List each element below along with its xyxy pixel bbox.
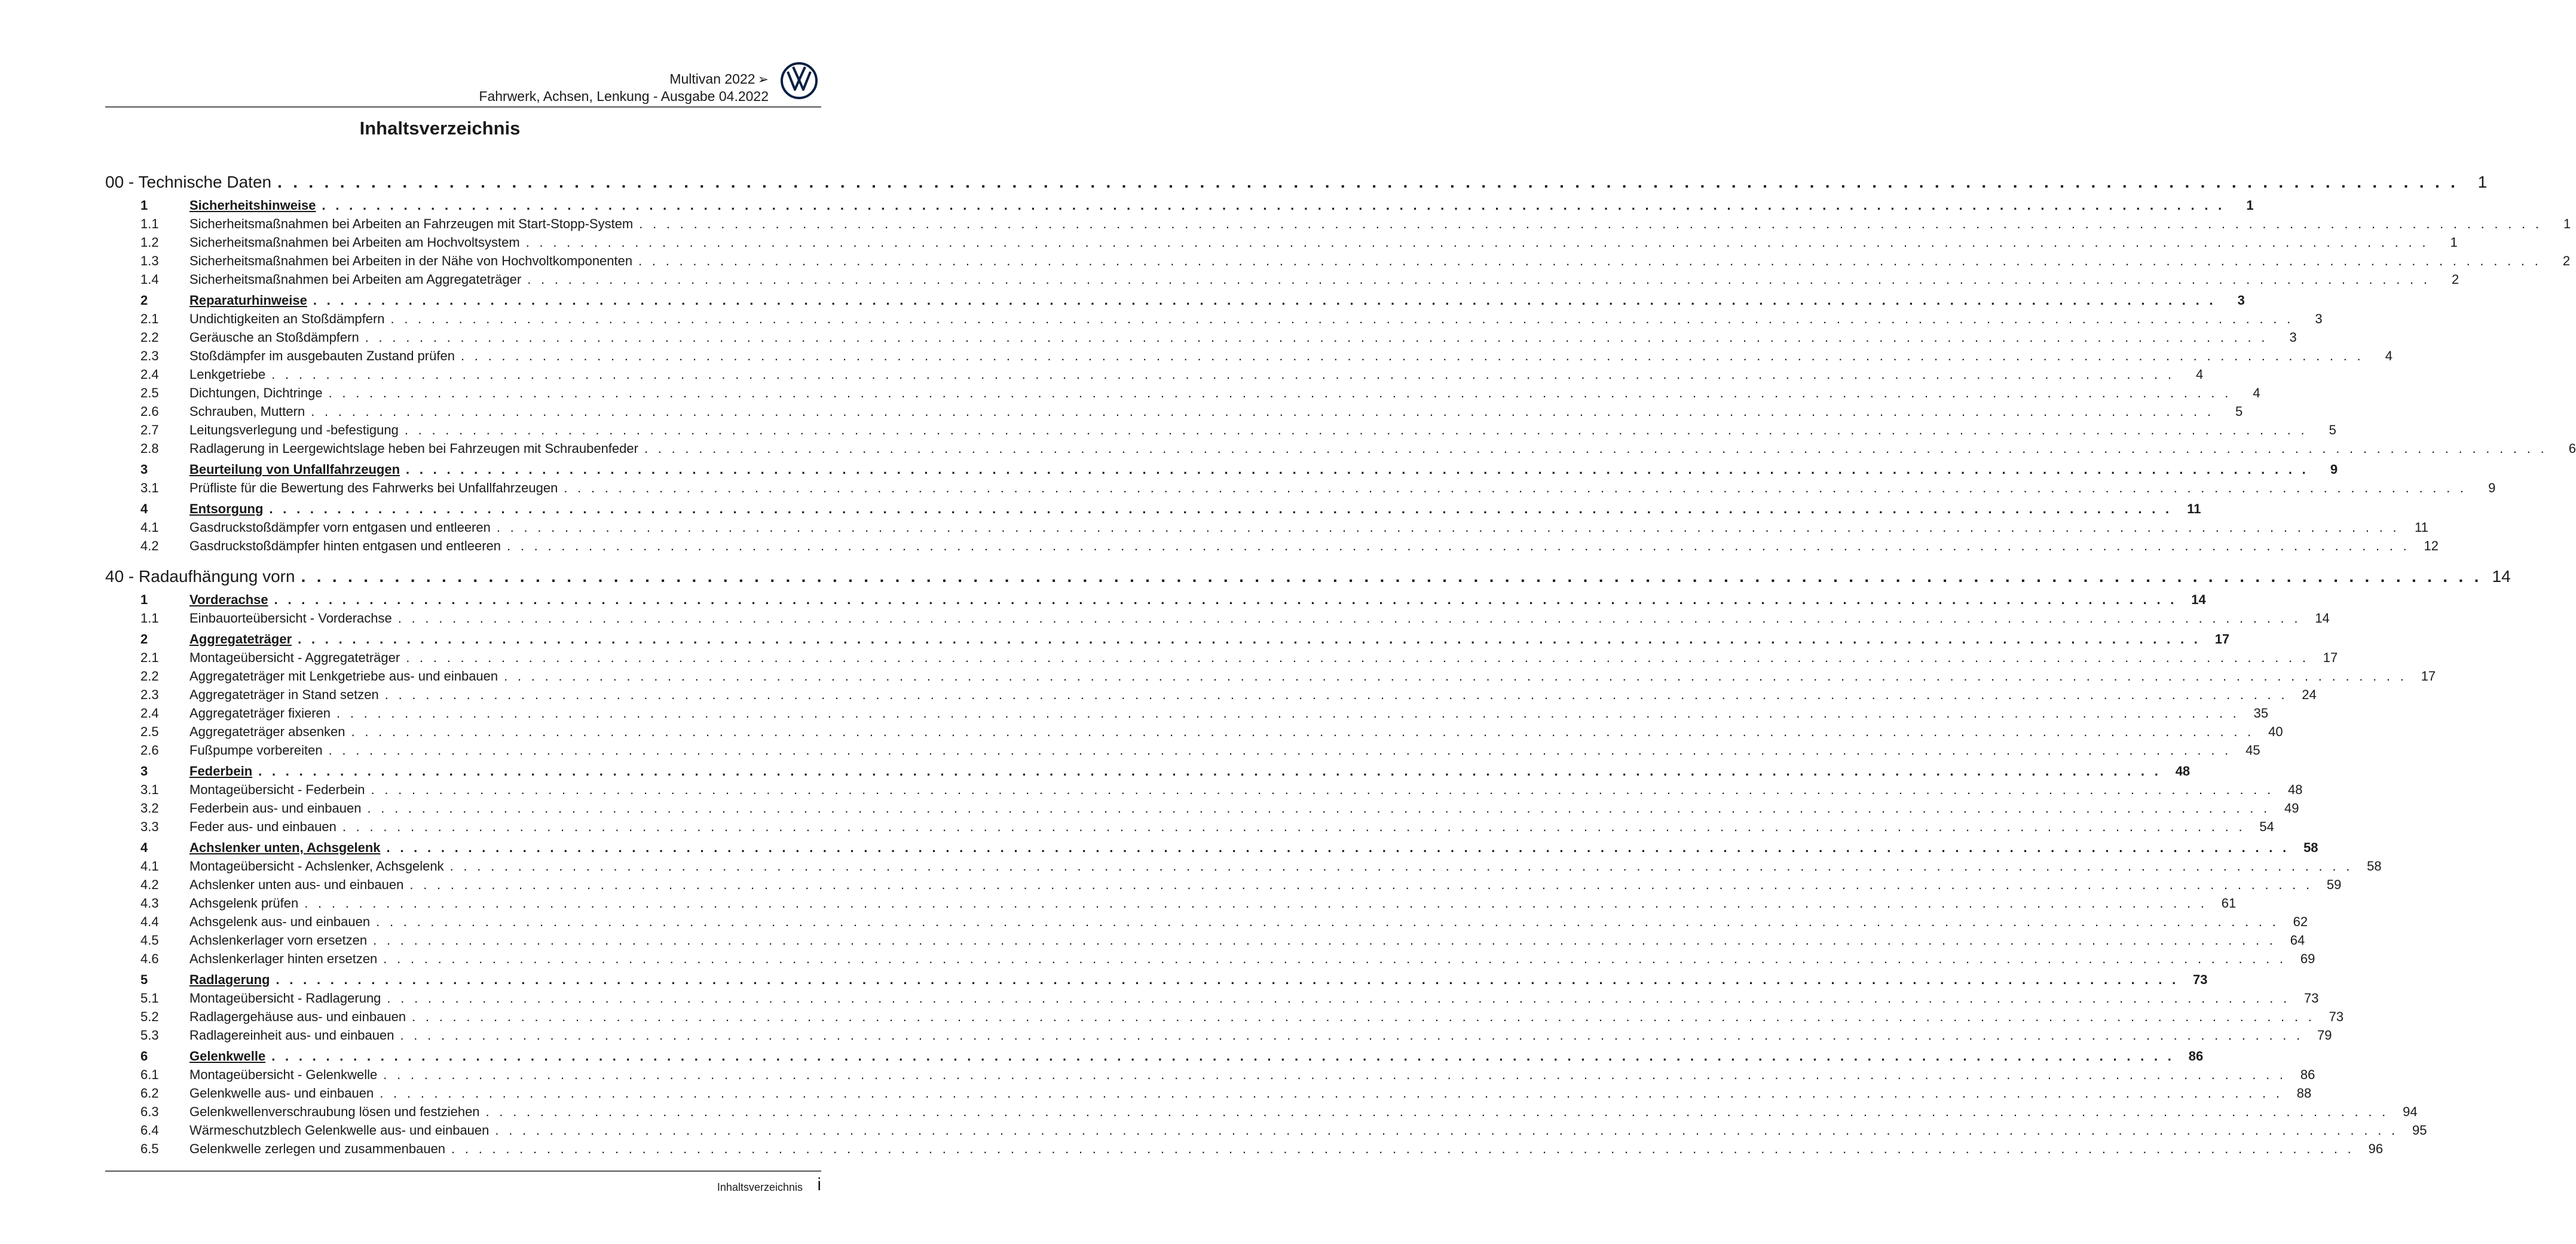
- toc-title: Aggregateträger mit Lenkgetriebe aus- und einbauen: [189, 669, 498, 684]
- toc-subsection[interactable]: [140, 272, 2459, 287]
- toc-leader-dots: . . . . . . . . . . . . . . . . . . . . . . . . . . . . . . . . . . . . . . . . . . . . . . . . . . . . . . . . . . . . . . . . . . . . . . . . . . . . . . . . . . . . . . . . . . . . . . . . . . . . . . . . . . . . . . . . . . . . . . . . . . . . . . . . . . . . . . . . . . . .: [406, 650, 2309, 665]
- toc-title: Achsgelenk aus- und einbauen: [189, 914, 371, 929]
- toc-title: Vorderachse: [189, 592, 268, 607]
- toc-number: 4: [140, 501, 148, 516]
- toc-chapter[interactable]: [105, 173, 2488, 192]
- toc-title: Federbein aus- und einbauen: [189, 801, 362, 816]
- toc-chapter[interactable]: [105, 567, 2511, 586]
- toc-title: 40 - Radaufhängung vorn: [105, 567, 295, 586]
- toc-subsection[interactable]: [140, 1009, 2344, 1025]
- toc-page-number: 35: [2253, 706, 2269, 721]
- toc-title: Radlagerung in Leergewichtslage heben bei Fahrzeugen mit Schraubenfeder: [189, 441, 638, 456]
- toc-title: Dichtungen, Dichtringe: [189, 385, 323, 400]
- toc-page-number: 3: [2315, 311, 2323, 326]
- toc-number: 1.3: [140, 253, 159, 268]
- vw-logo-icon: [780, 62, 818, 100]
- toc-number: 2.1: [140, 650, 159, 665]
- toc-leader-dots: . . . . . . . . . . . . . . . . . . . . . . . . . . . . . . . . . . . . . . . . . . . . . . . . . . . . . . . . . . . . . . . . . . . . . . . . . . . . . . . . . . . . . . . . . . . . . . . . . . . . . . . . . . . . . . . . . . . . . . . . . . . . . . . . . . . . . . . . . . . .: [495, 1123, 2398, 1138]
- toc-number: 5: [140, 972, 148, 987]
- toc-title: Radlagerung: [189, 972, 270, 987]
- toc-page-number: 17: [2323, 650, 2338, 665]
- toc-leader-dots: . . . . . . . . . . . . . . . . . . . . . . . . . . . . . . . . . . . . . . . . . . . . . . . . . . . . . . . . . . . . . . . . . . . . . . . . . . . . . . . . . . . . . . . . . . . . . . . . . . . . . . . . . . . . . . . . . . . . . . . . . . . . . . . . . . . . . . . . . . . .: [313, 293, 2216, 308]
- toc-number: 2.8: [140, 441, 159, 456]
- toc-leader-dots: . . . . . . . . . . . . . . . . . . . . . . . . . . . . . . . . . . . . . . . . . . . . . . . . . . . . . . . . . . . . . . . . . . . . . . . . . . . . . . . . . . . . . . . . . . . . . . . . . . . . . . . . . . . . . . . . . . . . . . . . . . . . . . . . . . . . . . . . . . . .: [371, 782, 2274, 797]
- toc-section[interactable]: [140, 198, 2254, 213]
- toc-leader-dots: . . . . . . . . . . . . . . . . . . . . . . . . . . . . . . . . . . . . . . . . . . . . . . . . . . . . . . . . . . . . . . . . . . . . . . . . . . . . . . . . . . . . . . . . . . . . . . . . . . . . . . . . . . . . . . . . . . . . . . . . . . . . . . . . . . . . . . . . . . . .: [397, 611, 2301, 626]
- toc-leader-dots: . . . . . . . . . . . . . . . . . . . . . . . . . . . . . . . . . . . . . . . . . . . . . . . . . . . . . . . . . . . . . . . . . . . . . . . . . . . . . . . . . . . . . . . . . . . . . . . . . . . . . . . . . . . . . . . . . . . . . . . . . . . . . . . . . . . . . . . . . . . .: [383, 951, 2287, 966]
- toc-leader-dots: . . . . . . . . . . . . . . . . . . . . . . . . . . . . . . . . . . . . . . . . . . . . . . . . . . . . . . . . . . . . . . . . . . . . . . . . . . . . . . . . . . . . . . . . . . . . . . . . . . . . . . . . . . . . . . . . . . . . . . . . . . . . . . . . . . . . . . . . . . . .: [277, 173, 2459, 191]
- toc-page-number: 86: [2188, 1049, 2204, 1064]
- toc-number: 2.3: [140, 687, 159, 702]
- toc-number: 4.1: [140, 859, 159, 874]
- toc-subsection[interactable]: [140, 782, 2303, 798]
- toc-number: 2.4: [140, 367, 159, 382]
- toc-leader-dots: . . . . . . . . . . . . . . . . . . . . . . . . . . . . . . . . . . . . . . . . . . . . . . . . . . . . . . . . . . . . . . . . . . . . . . . . . . . . . . . . . . . . . . . . . . . . . . . . . . . . . . . . . . . . . . . . . . . . . . . . . . . . . . . . . . . . . . . . . . . .: [328, 385, 2232, 400]
- toc-section[interactable]: [140, 501, 2201, 517]
- toc-title: Reparaturhinweise: [189, 293, 307, 308]
- toc-leader-dots: . . . . . . . . . . . . . . . . . . . . . . . . . . . . . . . . . . . . . . . . . . . . . . . . . . . . . . . . . . . . . . . . . . . . . . . . . . . . . . . . . . . . . . . . . . . . . . . . . . . . . . . . . . . . . . . . . . . . . . . . . . . . . . . . . . . . . . . . . . . .: [404, 422, 2308, 437]
- toc-leader-dots: . . . . . . . . . . . . . . . . . . . . . . . . . . . . . . . . . . . . . . . . . . . . . . . . . . . . . . . . . . . . . . . . . . . . . . . . . . . . . . . . . . . . . . . . . . . . . . . . . . . . . . . . . . . . . . . . . . . . . . . . . . . . . . . . . . . . . . . . . . . .: [386, 840, 2290, 855]
- toc-page-number: 49: [2284, 801, 2299, 816]
- toc-title: Undichtigkeiten an Stoßdämpfern: [189, 311, 385, 326]
- toc-leader-dots: . . . . . . . . . . . . . . . . . . . . . . . . . . . . . . . . . . . . . . . . . . . . . . . . . . . . . . . . . . . . . . . . . . . . . . . . . . . . . . . . . . . . . . . . . . . . . . . . . . . . . . . . . . . . . . . . . . . . . . . . . . . . . . . . . . . . . . . . . . . .: [271, 1049, 2175, 1064]
- toc-title: Prüfliste für die Bewertung des Fahrwerks bei Unfallfahrzeugen: [189, 480, 558, 495]
- toc-subsection[interactable]: [140, 1086, 2312, 1101]
- toc-subsection[interactable]: [140, 1067, 2315, 1083]
- toc-leader-dots: . . . . . . . . . . . . . . . . . . . . . . . . . . . . . . . . . . . . . . . . . . . . . . . . . . . . . . . . . . . . . . . . . . . . . . . . . . . . . . . . . . . . . . . . . . . . . . . . . . . . . . . . . . . . . . . . . . . . . . . . . . . . . . . . . . . . . . . . . . . .: [527, 272, 2431, 287]
- toc-subsection[interactable]: [140, 877, 2342, 893]
- toc-page-number: 2: [2562, 253, 2571, 268]
- toc-page-number: 11: [2187, 501, 2201, 516]
- toc-number: 1.2: [140, 235, 159, 250]
- toc-leader-dots: . . . . . . . . . . . . . . . . . . . . . . . . . . . . . . . . . . . . . . . . . . . . . . . . . . . . . . . . . . . . . . . . . . . . . . . . . . . . . . . . . . . . . . . . . . . . . . . . . . . . . . . . . . . . . . . . . . . . . . . . . . . . . . . . . . . . . . . . . . . .: [351, 724, 2254, 739]
- toc-title: Gelenkwelle aus- und einbauen: [189, 1086, 374, 1101]
- toc-leader-dots: . . . . . . . . . . . . . . . . . . . . . . . . . . . . . . . . . . . . . . . . . . . . . . . . . . . . . . . . . . . . . . . . . . . . . . . . . . . . . . . . . . . . . . . . . . . . . . . . . . . . . . . . . . . . . . . . . . . . . . . . . . . . . . . . . . . . . . . . . . . .: [504, 669, 2407, 684]
- toc-section[interactable]: [140, 840, 2318, 856]
- toc-page-number: 11: [2415, 520, 2428, 535]
- toc-page-number: 1: [2450, 235, 2458, 250]
- toc-number: 2.7: [140, 422, 159, 437]
- toc-subsection[interactable]: [140, 896, 2237, 911]
- toc-section[interactable]: [140, 972, 2208, 988]
- toc-page-number: 4: [2253, 385, 2260, 400]
- toc-leader-dots: . . . . . . . . . . . . . . . . . . . . . . . . . . . . . . . . . . . . . . . . . . . . . . . . . . . . . . . . . . . . . . . . . . . . . . . . . . . . . . . . . . . . . . . . . . . . . . . . . . . . . . . . . . . . . . . . . . . . . . . . . . . . . . . . . . . . . . . . . . . .: [301, 567, 2482, 586]
- toc-page-number: 14: [2492, 567, 2511, 586]
- toc-subsection[interactable]: [140, 650, 2338, 666]
- toc-subsection[interactable]: [140, 422, 2336, 438]
- toc-page-number: 54: [2259, 819, 2274, 834]
- footer-divider: [105, 1171, 821, 1172]
- toc-number: 2.3: [140, 348, 159, 363]
- toc-subsection[interactable]: [140, 253, 2571, 269]
- toc-subsection[interactable]: [140, 311, 2323, 327]
- toc-number: 6: [140, 1049, 148, 1064]
- toc-page-number: 64: [2290, 933, 2305, 948]
- toc-subsection[interactable]: [140, 348, 2393, 364]
- toc-leader-dots: . . . . . . . . . . . . . . . . . . . . . . . . . . . . . . . . . . . . . . . . . . . . . . . . . . . . . . . . . . . . . . . . . . . . . . . . . . . . . . . . . . . . . . . . . . . . . . . . . . . . . . . . . . . . . . . . . . . . . . . . . . . . . . . . . . . . . . . . . . . .: [276, 972, 2179, 987]
- toc-leader-dots: . . . . . . . . . . . . . . . . . . . . . . . . . . . . . . . . . . . . . . . . . . . . . . . . . . . . . . . . . . . . . . . . . . . . . . . . . . . . . . . . . . . . . . . . . . . . . . . . . . . . . . . . . . . . . . . . . . . . . . . . . . . . . . . . . . . . . . . . . . . .: [387, 991, 2290, 1006]
- toc-number: 4.1: [140, 520, 159, 535]
- toc-subsection[interactable]: [140, 330, 2297, 345]
- toc-leader-dots: . . . . . . . . . . . . . . . . . . . . . . . . . . . . . . . . . . . . . . . . . . . . . . . . . . . . . . . . . . . . . . . . . . . . . . . . . . . . . . . . . . . . . . . . . . . . . . . . . . . . . . . . . . . . . . . . . . . . . . . . . . . . . . . . . . . . . . . . . . . .: [507, 538, 2410, 553]
- toc-leader-dots: . . . . . . . . . . . . . . . . . . . . . . . . . . . . . . . . . . . . . . . . . . . . . . . . . . . . . . . . . . . . . . . . . . . . . . . . . . . . . . . . . . . . . . . . . . . . . . . . . . . . . . . . . . . . . . . . . . . . . . . . . . . . . . . . . . . . . . . . . . . .: [367, 801, 2271, 816]
- toc-page-number: 24: [2302, 687, 2317, 702]
- toc-page-number: 9: [2330, 462, 2338, 477]
- toc-title: Sicherheitsmaßnahmen bei Arbeiten in der Nähe von Hochvoltkomponenten: [189, 253, 633, 268]
- toc-page-number: 73: [2303, 991, 2319, 1006]
- toc-page-number: 1: [2563, 216, 2571, 231]
- toc-number: 2.6: [140, 404, 159, 419]
- toc-title: Leitungsverlegung und -befestigung: [189, 422, 399, 437]
- toc-leader-dots: . . . . . . . . . . . . . . . . . . . . . . . . . . . . . . . . . . . . . . . . . . . . . . . . . . . . . . . . . . . . . . . . . . . . . . . . . . . . . . . . . . . . . . . . . . . . . . . . . . . . . . . . . . . . . . . . . . . . . . . . . . . . . . . . . . . . . . . . . . . .: [460, 348, 2364, 363]
- toc-leader-dots: . . . . . . . . . . . . . . . . . . . . . . . . . . . . . . . . . . . . . . . . . . . . . . . . . . . . . . . . . . . . . . . . . . . . . . . . . . . . . . . . . . . . . . . . . . . . . . . . . . . . . . . . . . . . . . . . . . . . . . . . . . . . . . . . . . . . . . . . . . . .: [342, 819, 2245, 834]
- toc-leader-dots: . . . . . . . . . . . . . . . . . . . . . . . . . . . . . . . . . . . . . . . . . . . . . . . . . . . . . . . . . . . . . . . . . . . . . . . . . . . . . . . . . . . . . . . . . . . . . . . . . . . . . . . . . . . . . . . . . . . . . . . . . . . . . . . . . . . . . . . . . . . .: [384, 687, 2288, 702]
- toc-page-number: 79: [2317, 1028, 2332, 1043]
- toc-title: Gasdruckstoßdämpfer vorn entgasen und entleeren: [189, 520, 491, 535]
- toc-subsection[interactable]: [140, 706, 2269, 721]
- toc-title: Gelenkwellenverschraubung lösen und festziehen: [189, 1104, 480, 1119]
- toc-subsection[interactable]: [140, 611, 2330, 626]
- toc-page-number: 2: [2452, 272, 2459, 287]
- toc-page-number: 48: [2175, 764, 2190, 779]
- toc-page-number: 40: [2268, 724, 2283, 739]
- toc-number: 5.3: [140, 1028, 159, 1043]
- toc-page-number: 3: [2289, 330, 2297, 345]
- toc-page-number: 14: [2315, 611, 2330, 626]
- toc-page-number: 58: [2367, 859, 2382, 874]
- toc-page-number: 45: [2245, 743, 2260, 758]
- toc-page-number: 86: [2300, 1067, 2315, 1082]
- toc-subsection[interactable]: [140, 441, 2576, 456]
- toc-number: 3.3: [140, 819, 159, 834]
- toc-page-number: 5: [2329, 422, 2336, 437]
- toc-page-number: 17: [2214, 632, 2230, 646]
- toc-number: 2.5: [140, 724, 159, 739]
- toc-page-number: 73: [2329, 1009, 2344, 1024]
- toc-number: 4.2: [140, 877, 159, 892]
- page-title: Inhaltsverzeichnis: [359, 118, 521, 139]
- toc-title: Achslenker unten aus- und einbauen: [189, 877, 404, 892]
- toc-leader-dots: . . . . . . . . . . . . . . . . . . . . . . . . . . . . . . . . . . . . . . . . . . . . . . . . . . . . . . . . . . . . . . . . . . . . . . . . . . . . . . . . . . . . . . . . . . . . . . . . . . . . . . . . . . . . . . . . . . . . . . . . . . . . . . . . . . . . . . . . . . . .: [644, 441, 2547, 456]
- toc-number: 2: [140, 293, 148, 308]
- toc-title: Achsgelenk prüfen: [189, 896, 299, 911]
- toc-number: 2.2: [140, 669, 159, 684]
- toc-number: 6.5: [140, 1141, 159, 1156]
- toc-page-number: 94: [2403, 1104, 2418, 1119]
- toc-page-number: 1: [2477, 173, 2488, 191]
- toc-leader-dots: . . . . . . . . . . . . . . . . . . . . . . . . . . . . . . . . . . . . . . . . . . . . . . . . . . . . . . . . . . . . . . . . . . . . . . . . . . . . . . . . . . . . . . . . . . . . . . . . . . . . . . . . . . . . . . . . . . . . . . . . . . . . . . . . . . . . . . . . . . . .: [258, 764, 2162, 779]
- toc-number: 3: [140, 764, 148, 779]
- toc-page-number: 62: [2293, 914, 2308, 929]
- toc-number: 1.1: [140, 216, 159, 231]
- toc-page-number: 88: [2296, 1086, 2312, 1101]
- toc-leader-dots: . . . . . . . . . . . . . . . . . . . . . . . . . . . . . . . . . . . . . . . . . . . . . . . . . . . . . . . . . . . . . . . . . . . . . . . . . . . . . . . . . . . . . . . . . . . . . . . . . . . . . . . . . . . . . . . . . . . . . . . . . . . . . . . . . . . . . . . . . . . .: [409, 877, 2313, 892]
- toc-title: Montageübersicht - Achslenker, Achsgelenk: [189, 859, 444, 874]
- header-model-text: Multivan 2022: [669, 71, 755, 87]
- toc-title: Radlagereinheit aus- und einbauen: [189, 1028, 394, 1043]
- toc-leader-dots: . . . . . . . . . . . . . . . . . . . . . . . . . . . . . . . . . . . . . . . . . . . . . . . . . . . . . . . . . . . . . . . . . . . . . . . . . . . . . . . . . . . . . . . . . . . . . . . . . . . . . . . . . . . . . . . . . . . . . . . . . . . . . . . . . . . . . . . . . . . .: [269, 501, 2173, 516]
- toc-number: 4.2: [140, 538, 159, 553]
- toc-number: 2: [140, 632, 148, 646]
- toc-title: Feder aus- und einbauen: [189, 819, 336, 834]
- toc-section[interactable]: [140, 764, 2190, 779]
- toc-leader-dots: . . . . . . . . . . . . . . . . . . . . . . . . . . . . . . . . . . . . . . . . . . . . . . . . . . . . . . . . . . . . . . . . . . . . . . . . . . . . . . . . . . . . . . . . . . . . . . . . . . . . . . . . . . . . . . . . . . . . . . . . . . . . . . . . . . . . . . . . . . . .: [304, 896, 2208, 911]
- arrow-icon: ➢: [757, 72, 769, 87]
- toc-subsection[interactable]: [140, 687, 2317, 703]
- toc-number: 3.2: [140, 801, 159, 816]
- toc-title: Fußpumpe vorbereiten: [189, 743, 323, 758]
- toc-number: 2.1: [140, 311, 159, 326]
- toc-leader-dots: . . . . . . . . . . . . . . . . . . . . . . . . . . . . . . . . . . . . . . . . . . . . . . . . . . . . . . . . . . . . . . . . . . . . . . . . . . . . . . . . . . . . . . . . . . . . . . . . . . . . . . . . . . . . . . . . . . . . . . . . . . . . . . . . . . . . . . . . . . . .: [390, 311, 2294, 326]
- toc-title: Montageübersicht - Federbein: [189, 782, 365, 797]
- toc-title: Aggregateträger in Stand setzen: [189, 687, 379, 702]
- toc-number: 4.6: [140, 951, 159, 966]
- toc-number: 2.4: [140, 706, 159, 721]
- toc-subsection[interactable]: [140, 724, 2283, 740]
- toc-leader-dots: . . . . . . . . . . . . . . . . . . . . . . . . . . . . . . . . . . . . . . . . . . . . . . . . . . . . . . . . . . . . . . . . . . . . . . . . . . . . . . . . . . . . . . . . . . . . . . . . . . . . . . . . . . . . . . . . . . . . . . . . . . . . . . . . . . . . . . . . . . . .: [365, 330, 2268, 345]
- toc-title: Lenkgetriebe: [189, 367, 266, 382]
- toc-number: 2.2: [140, 330, 159, 345]
- toc-number: 4.5: [140, 933, 159, 948]
- toc-leader-dots: . . . . . . . . . . . . . . . . . . . . . . . . . . . . . . . . . . . . . . . . . . . . . . . . . . . . . . . . . . . . . . . . . . . . . . . . . . . . . . . . . . . . . . . . . . . . . . . . . . . . . . . . . . . . . . . . . . . . . . . . . . . . . . . . . . . . . . . . . . . .: [380, 1086, 2283, 1101]
- toc-subsection[interactable]: [140, 480, 2496, 496]
- toc-leader-dots: . . . . . . . . . . . . . . . . . . . . . . . . . . . . . . . . . . . . . . . . . . . . . . . . . . . . . . . . . . . . . . . . . . . . . . . . . . . . . . . . . . . . . . . . . . . . . . . . . . . . . . . . . . . . . . . . . . . . . . . . . . . . . . . . . . . . . . . . . . . .: [322, 198, 2225, 213]
- toc-subsection[interactable]: [140, 933, 2305, 948]
- toc-title: Entsorgung: [189, 501, 264, 516]
- toc-title: Achslenkerlager hinten ersetzen: [189, 951, 378, 966]
- toc-subsection[interactable]: [140, 859, 2382, 874]
- toc-page-number: 3: [2237, 293, 2245, 308]
- toc-section[interactable]: [140, 592, 2206, 608]
- toc-number: 1: [140, 198, 148, 213]
- footer-label: Inhaltsverzeichnis: [717, 1181, 803, 1193]
- toc-number: 5.1: [140, 991, 159, 1006]
- toc-title: Achslenker unten, Achsgelenk: [189, 840, 381, 855]
- toc-title: Sicherheitshinweise: [189, 198, 316, 213]
- toc-title: Radlagergehäuse aus- und einbauen: [189, 1009, 406, 1024]
- toc-subsection[interactable]: [140, 1123, 2427, 1138]
- toc-leader-dots: . . . . . . . . . . . . . . . . . . . . . . . . . . . . . . . . . . . . . . . . . . . . . . . . . . . . . . . . . . . . . . . . . . . . . . . . . . . . . . . . . . . . . . . . . . . . . . . . . . . . . . . . . . . . . . . . . . . . . . . . . . . . . . . . . . . . . . . . . . . .: [485, 1104, 2389, 1119]
- footer-page-number: i: [817, 1175, 821, 1194]
- toc-leader-dots: . . . . . . . . . . . . . . . . . . . . . . . . . . . . . . . . . . . . . . . . . . . . . . . . . . . . . . . . . . . . . . . . . . . . . . . . . . . . . . . . . . . . . . . . . . . . . . . . . . . . . . . . . . . . . . . . . . . . . . . . . . . . . . . . . . . . . . . . . . . .: [298, 632, 2201, 646]
- toc-subsection[interactable]: [140, 669, 2436, 684]
- toc-subsection[interactable]: [140, 951, 2315, 967]
- toc-leader-dots: . . . . . . . . . . . . . . . . . . . . . . . . . . . . . . . . . . . . . . . . . . . . . . . . . . . . . . . . . . . . . . . . . . . . . . . . . . . . . . . . . . . . . . . . . . . . . . . . . . . . . . . . . . . . . . . . . . . . . . . . . . . . . . . . . . . . . . . . . . . .: [373, 933, 2277, 948]
- toc-page-number: 59: [2326, 877, 2342, 892]
- toc-page-number: 58: [2303, 840, 2318, 855]
- toc-leader-dots: . . . . . . . . . . . . . . . . . . . . . . . . . . . . . . . . . . . . . . . . . . . . . . . . . . . . . . . . . . . . . . . . . . . . . . . . . . . . . . . . . . . . . . . . . . . . . . . . . . . . . . . . . . . . . . . . . . . . . . . . . . . . . . . . . . . . . . . . . . . .: [400, 1028, 2303, 1043]
- toc-subsection[interactable]: [140, 367, 2204, 382]
- toc-leader-dots: . . . . . . . . . . . . . . . . . . . . . . . . . . . . . . . . . . . . . . . . . . . . . . . . . . . . . . . . . . . . . . . . . . . . . . . . . . . . . . . . . . . . . . . . . . . . . . . . . . . . . . . . . . . . . . . . . . . . . . . . . . . . . . . . . . . . . . . . . . . .: [383, 1067, 2287, 1082]
- toc-subsection[interactable]: [140, 819, 2274, 835]
- toc-subsection[interactable]: [140, 1028, 2332, 1043]
- toc-number: 6.1: [140, 1067, 159, 1082]
- header-model: [669, 71, 769, 87]
- toc-number: 6.4: [140, 1123, 159, 1138]
- toc-title: Aggregateträger: [189, 632, 292, 646]
- toc-section[interactable]: [140, 293, 2245, 308]
- toc-number: 6.2: [140, 1086, 159, 1101]
- toc-number: 4.4: [140, 914, 159, 929]
- toc-page-number: 95: [2412, 1123, 2427, 1138]
- header-divider: [105, 106, 821, 108]
- toc-leader-dots: . . . . . . . . . . . . . . . . . . . . . . . . . . . . . . . . . . . . . . . . . . . . . . . . . . . . . . . . . . . . . . . . . . . . . . . . . . . . . . . . . . . . . . . . . . . . . . . . . . . . . . . . . . . . . . . . . . . . . . . . . . . . . . . . . . . . . . . . . . . .: [639, 216, 2543, 231]
- toc-title: Sicherheitsmaßnahmen bei Arbeiten an Fahrzeugen mit Start-Stopp-System: [189, 216, 634, 231]
- toc-title: Beurteilung von Unfallfahrzeugen: [189, 462, 400, 477]
- toc-section[interactable]: [140, 632, 2230, 647]
- toc-subsection[interactable]: [140, 520, 2428, 535]
- toc-page-number: 17: [2421, 669, 2436, 684]
- page-header: [105, 70, 821, 108]
- toc-title: Gelenkwelle: [189, 1049, 266, 1064]
- toc-subsection[interactable]: [140, 216, 2571, 232]
- toc-subsection[interactable]: [140, 1104, 2418, 1120]
- toc-leader-dots: . . . . . . . . . . . . . . . . . . . . . . . . . . . . . . . . . . . . . . . . . . . . . . . . . . . . . . . . . . . . . . . . . . . . . . . . . . . . . . . . . . . . . . . . . . . . . . . . . . . . . . . . . . . . . . . . . . . . . . . . . . . . . . . . . . . . . . . . . . . .: [406, 462, 2309, 477]
- toc-page-number: 96: [2368, 1141, 2384, 1156]
- toc-title: Gasdruckstoßdämpfer hinten entgasen und entleeren: [189, 538, 501, 553]
- toc-page-number: 4: [2385, 348, 2393, 363]
- toc-leader-dots: . . . . . . . . . . . . . . . . . . . . . . . . . . . . . . . . . . . . . . . . . . . . . . . . . . . . . . . . . . . . . . . . . . . . . . . . . . . . . . . . . . . . . . . . . . . . . . . . . . . . . . . . . . . . . . . . . . . . . . . . . . . . . . . . . . . . . . . . . . . .: [412, 1009, 2315, 1024]
- toc-leader-dots: . . . . . . . . . . . . . . . . . . . . . . . . . . . . . . . . . . . . . . . . . . . . . . . . . . . . . . . . . . . . . . . . . . . . . . . . . . . . . . . . . . . . . . . . . . . . . . . . . . . . . . . . . . . . . . . . . . . . . . . . . . . . . . . . . . . . . . . . . . . .: [525, 235, 2429, 250]
- toc-subsection[interactable]: [140, 801, 2299, 816]
- toc-number: 1.1: [140, 611, 159, 626]
- toc-page-number: 48: [2288, 782, 2303, 797]
- toc-section[interactable]: [140, 1049, 2204, 1064]
- toc-title: Montageübersicht - Gelenkwelle: [189, 1067, 378, 1082]
- toc-number: 3.1: [140, 782, 159, 797]
- toc-number: 3: [140, 462, 148, 477]
- toc-leader-dots: . . . . . . . . . . . . . . . . . . . . . . . . . . . . . . . . . . . . . . . . . . . . . . . . . . . . . . . . . . . . . . . . . . . . . . . . . . . . . . . . . . . . . . . . . . . . . . . . . . . . . . . . . . . . . . . . . . . . . . . . . . . . . . . . . . . . . . . . . . . .: [449, 859, 2353, 874]
- toc-title: Achslenkerlager vorn ersetzen: [189, 933, 368, 948]
- toc-section[interactable]: [140, 462, 2338, 477]
- toc-title: Montageübersicht - Aggregateträger: [189, 650, 400, 665]
- toc-title: Federbein: [189, 764, 253, 779]
- toc-page-number: 9: [2488, 480, 2496, 495]
- toc-number: 1.4: [140, 272, 159, 287]
- toc-number: 6.3: [140, 1104, 159, 1119]
- toc-title: Geräusche an Stoßdämpfern: [189, 330, 359, 345]
- toc-title: Sicherheitsmaßnahmen bei Arbeiten am Aggregateträger: [189, 272, 522, 287]
- toc-title: Wärmeschutzblech Gelenkwelle aus- und einbauen: [189, 1123, 489, 1138]
- toc-page-number: 5: [2235, 404, 2243, 419]
- toc-leader-dots: . . . . . . . . . . . . . . . . . . . . . . . . . . . . . . . . . . . . . . . . . . . . . . . . . . . . . . . . . . . . . . . . . . . . . . . . . . . . . . . . . . . . . . . . . . . . . . . . . . . . . . . . . . . . . . . . . . . . . . . . . . . . . . . . . . . . . . . . . . . .: [496, 520, 2400, 535]
- toc-page-number: 6: [2568, 441, 2576, 456]
- toc-leader-dots: . . . . . . . . . . . . . . . . . . . . . . . . . . . . . . . . . . . . . . . . . . . . . . . . . . . . . . . . . . . . . . . . . . . . . . . . . . . . . . . . . . . . . . . . . . . . . . . . . . . . . . . . . . . . . . . . . . . . . . . . . . . . . . . . . . . . . . . . . . . .: [274, 592, 2177, 607]
- toc-title: Sicherheitsmaßnahmen bei Arbeiten am Hochvoltsystem: [189, 235, 520, 250]
- toc-number: 3.1: [140, 480, 159, 495]
- toc-page-number: 4: [2196, 367, 2204, 382]
- toc-title: Aggregateträger absenken: [189, 724, 345, 739]
- toc-subsection[interactable]: [140, 914, 2308, 930]
- toc-number: 4.3: [140, 896, 159, 911]
- toc-subsection[interactable]: [140, 538, 2439, 554]
- toc-page-number: 69: [2300, 951, 2315, 966]
- toc-title: Montageübersicht - Radlagerung: [189, 991, 381, 1006]
- toc-page-number: 73: [2193, 972, 2208, 987]
- toc-subsection[interactable]: [140, 235, 2458, 250]
- toc-subsection[interactable]: [140, 1141, 2384, 1157]
- toc-number: 4: [140, 840, 148, 855]
- toc-leader-dots: . . . . . . . . . . . . . . . . . . . . . . . . . . . . . . . . . . . . . . . . . . . . . . . . . . . . . . . . . . . . . . . . . . . . . . . . . . . . . . . . . . . . . . . . . . . . . . . . . . . . . . . . . . . . . . . . . . . . . . . . . . . . . . . . . . . . . . . . . . . .: [328, 743, 2232, 758]
- toc-leader-dots: . . . . . . . . . . . . . . . . . . . . . . . . . . . . . . . . . . . . . . . . . . . . . . . . . . . . . . . . . . . . . . . . . . . . . . . . . . . . . . . . . . . . . . . . . . . . . . . . . . . . . . . . . . . . . . . . . . . . . . . . . . . . . . . . . . . . . . . . . . . .: [451, 1141, 2355, 1156]
- toc-leader-dots: . . . . . . . . . . . . . . . . . . . . . . . . . . . . . . . . . . . . . . . . . . . . . . . . . . . . . . . . . . . . . . . . . . . . . . . . . . . . . . . . . . . . . . . . . . . . . . . . . . . . . . . . . . . . . . . . . . . . . . . . . . . . . . . . . . . . . . . . . . . .: [564, 480, 2467, 495]
- toc-title: 00 - Technische Daten: [105, 173, 272, 191]
- toc-leader-dots: . . . . . . . . . . . . . . . . . . . . . . . . . . . . . . . . . . . . . . . . . . . . . . . . . . . . . . . . . . . . . . . . . . . . . . . . . . . . . . . . . . . . . . . . . . . . . . . . . . . . . . . . . . . . . . . . . . . . . . . . . . . . . . . . . . . . . . . . . . . .: [271, 367, 2175, 382]
- toc-subsection[interactable]: [140, 991, 2319, 1006]
- toc-leader-dots: . . . . . . . . . . . . . . . . . . . . . . . . . . . . . . . . . . . . . . . . . . . . . . . . . . . . . . . . . . . . . . . . . . . . . . . . . . . . . . . . . . . . . . . . . . . . . . . . . . . . . . . . . . . . . . . . . . . . . . . . . . . . . . . . . . . . . . . . . . . .: [638, 253, 2542, 268]
- toc-leader-dots: . . . . . . . . . . . . . . . . . . . . . . . . . . . . . . . . . . . . . . . . . . . . . . . . . . . . . . . . . . . . . . . . . . . . . . . . . . . . . . . . . . . . . . . . . . . . . . . . . . . . . . . . . . . . . . . . . . . . . . . . . . . . . . . . . . . . . . . . . . . .: [376, 914, 2280, 929]
- toc-subsection[interactable]: [140, 743, 2260, 758]
- toc-page-number: 61: [2221, 896, 2237, 911]
- toc-title: Aggregateträger fixieren: [189, 706, 331, 721]
- toc-title: Stoßdämpfer im ausgebauten Zustand prüfen: [189, 348, 455, 363]
- toc-title: Einbauorteübersicht - Vorderachse: [189, 611, 392, 626]
- toc-number: 2.6: [140, 743, 159, 758]
- toc-page-number: 12: [2424, 538, 2439, 553]
- toc-number: 1: [140, 592, 148, 607]
- toc-title: Gelenkwelle zerlegen und zusammenbauen: [189, 1141, 446, 1156]
- toc-subsection[interactable]: [140, 385, 2260, 401]
- toc-number: 2.5: [140, 385, 159, 400]
- toc-subsection[interactable]: [140, 404, 2243, 419]
- toc-title: Schrauben, Muttern: [189, 404, 305, 419]
- toc-leader-dots: . . . . . . . . . . . . . . . . . . . . . . . . . . . . . . . . . . . . . . . . . . . . . . . . . . . . . . . . . . . . . . . . . . . . . . . . . . . . . . . . . . . . . . . . . . . . . . . . . . . . . . . . . . . . . . . . . . . . . . . . . . . . . . . . . . . . . . . . . . . .: [311, 404, 2214, 419]
- toc-leader-dots: . . . . . . . . . . . . . . . . . . . . . . . . . . . . . . . . . . . . . . . . . . . . . . . . . . . . . . . . . . . . . . . . . . . . . . . . . . . . . . . . . . . . . . . . . . . . . . . . . . . . . . . . . . . . . . . . . . . . . . . . . . . . . . . . . . . . . . . . . . . .: [336, 706, 2240, 721]
- toc-number: 5.2: [140, 1009, 159, 1024]
- toc-page-number: 1: [2246, 198, 2254, 213]
- header-subtitle: Fahrwerk, Achsen, Lenkung - Ausgabe 04.2022: [479, 88, 769, 104]
- toc-page-number: 14: [2191, 592, 2206, 607]
